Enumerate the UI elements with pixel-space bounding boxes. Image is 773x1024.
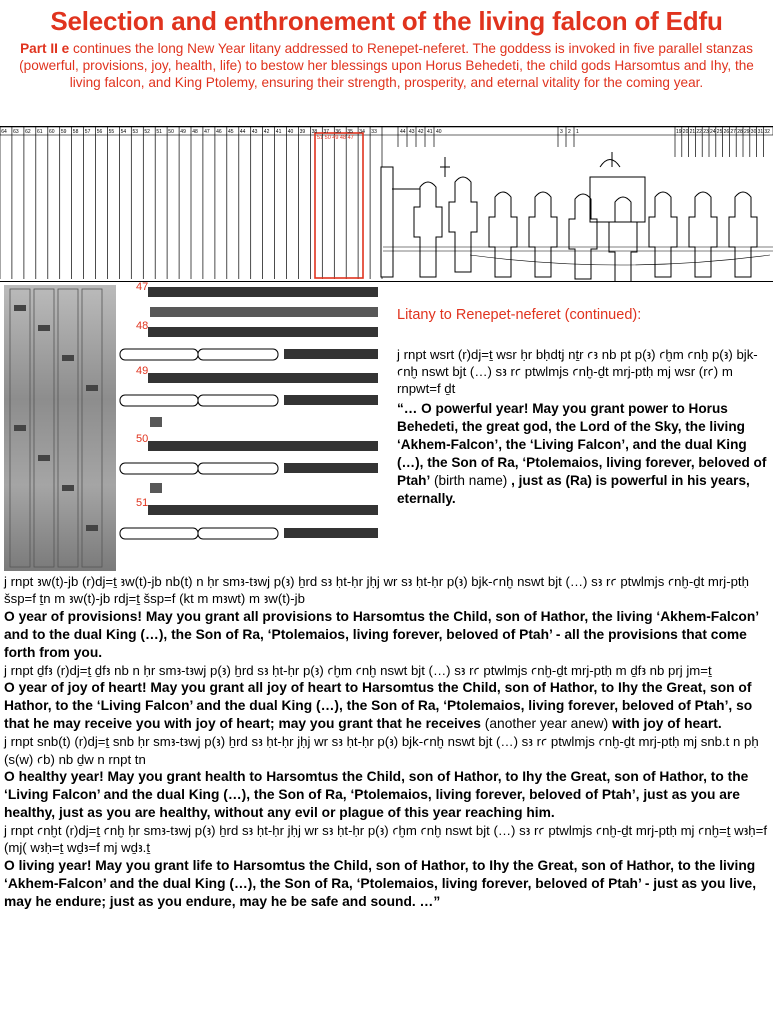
column-number: 27	[730, 129, 736, 135]
column-number: 1	[576, 129, 579, 135]
column-number: 40	[287, 129, 294, 135]
column-number: 42	[418, 129, 424, 135]
column-number: 58	[72, 129, 79, 135]
column-number: 22	[696, 129, 702, 135]
wall-strip-drawing	[0, 127, 773, 281]
column-number: 36	[335, 129, 341, 135]
stanza-5-translation: O living year! May you grant life to Harsomtus the Child, son of Hathor, to Ihy the Great, son of Hathor, to the living ‘Akhem-Falcon’ and the dual King (…), the Son of Ra, ‘Ptolemaios, living forever, beloved of Ptah’ - just as you live, may he endure; just as you endure, may he be safe and sound. …”	[4, 857, 757, 909]
column-number: 47	[204, 129, 210, 135]
stanza-3-translation-main: O year of joy of heart! May you grant all joy of heart to Harsomtus the Child, son of Hathor, to Ihy the Great, son of Hathor, to the ‘Living Falcon’ and the dual King (…), the Son of Ra, ‘Ptolemaios, living forever, beloved of Ptah’, so that he may receive you with joy of heart; may you grant that he receives	[4, 680, 753, 732]
column-number: 42	[263, 129, 270, 135]
stanza-4-translation: O healthy year! May you grant health to Harsomtus the Child, son of Hathor, to Ihy the Great, son of Hathor, to the ‘Living Falcon’ and the dual King (…), the Son of Ra, ‘Ptolemaios, living forever, beloved of Ptah’, just as you are healthy, just as you are healthy, without any evil or plague of this year reaching him.	[4, 769, 749, 821]
row-number-51: 51	[136, 497, 149, 509]
column-number: 25	[716, 129, 723, 135]
column-number: 46	[216, 129, 222, 135]
column-number: 32	[764, 129, 770, 135]
column-number: 49	[180, 129, 186, 135]
relief-photo	[4, 285, 116, 571]
column-number: 38	[311, 129, 318, 135]
column-number: 2	[568, 129, 571, 135]
column-number: 35	[347, 129, 353, 135]
column-number: 57	[84, 129, 91, 135]
column-number: 64	[1, 129, 7, 135]
stanza-1-translation-end: , just as (Ra) is powerful in his years, eternally.	[397, 472, 750, 506]
column-number: 23	[703, 129, 709, 135]
page-title: Selection and enthronement of the living falcon of Edfu	[50, 6, 723, 36]
stanza-2-transliteration: j rnpt ꜣw(t)-jb (r)dj=ṯ ꜣw(t)-jb nb(t) n ḥr smꜣ-tꜣwj p(ꜣ) ẖrd sꜣ ḥt-ḥr jḥj wr sꜣ ḥt-ḥr p(ꜣ) bjk-ꜥnḫ nswt bjt (…) sꜣ rꜥ ptwlmjs ꜥnḫ-ḏt mrj-ptḥ šsp=f ṯn m ꜣw(t)-jb rdj=ṯ šsp=f (kt m mꜣwt) m ꜣw(t)-jb	[4, 574, 749, 607]
stanzas-full-width	[4, 573, 770, 911]
column-number: 31	[757, 129, 764, 135]
column-number: 41	[275, 129, 282, 135]
column-number: 45	[228, 129, 234, 135]
stanza-3-translation	[4, 679, 770, 733]
column-number: 28	[737, 129, 743, 135]
column-number: 3	[560, 129, 563, 135]
column-number: 21	[689, 129, 696, 135]
column-number: 24	[710, 129, 716, 135]
stanza-3-note: (another year anew)	[480, 716, 613, 732]
column-number: 53	[132, 129, 139, 135]
column-number: 61	[37, 129, 43, 135]
highlight-numbers: 51 50 49 48 47	[317, 135, 354, 141]
column-number: 56	[96, 129, 103, 135]
column-number: 29	[744, 129, 750, 135]
stanza-1	[397, 346, 769, 508]
intro-lead: Part II e	[20, 41, 70, 56]
column-number: 62	[25, 129, 31, 135]
column-number: 50	[168, 129, 174, 135]
stanza-1-translation-main: “… O powerful year! May you grant power to Horus Behedeti, the great god, the Lord of the Sky, the living ‘Akhem-Falcon’, the ‘Living Falcon’, and the dual King (…), the Son of Ra, ‘Ptolemaios, living forever, beloved of Ptah’	[397, 400, 767, 488]
column-number: 19	[676, 129, 682, 135]
row-number-47: 47	[136, 281, 149, 293]
row-number-48: 48	[136, 320, 149, 332]
stanza-2-translation: O year of provisions! May you grant all provisions to Harsomtus the Child, son of Hathor, the living ‘Akhem-Falcon’ and to the dual King (…), the Son of Ra, ‘Ptolemaios, living forever, beloved of Ptah’ - all the provisions that come forth from you.	[4, 608, 759, 660]
stanza-3-translation-end: with joy of heart.	[612, 716, 722, 732]
stanza-1-note: (birth name)	[430, 472, 512, 488]
column-number: 48	[192, 129, 198, 135]
hieroglyph-rows	[118, 283, 388, 573]
hieroglyph-drawing	[118, 283, 388, 573]
intro-text: continues the long New Year litany addressed to Renepet-neferet. The goddess is invoked in five parallel stanzas (powerful, provisions, joy, health, life) to bestow her blessings upon Horus Behedeti, the child gods Harsomtus and Ihy, the living falcon, and King Ptolemy, ensuring their strength, prosperity, and eternal vitality for the coming year.	[19, 41, 754, 90]
column-number: 41	[427, 129, 433, 135]
wall-strip	[0, 126, 773, 282]
row-number-50: 50	[136, 433, 149, 445]
column-number: 51	[156, 129, 162, 135]
stanza-1-translation	[397, 400, 769, 508]
section-subtitle: Litany to Renepet-neferet (continued):	[397, 307, 642, 323]
column-number: 40	[436, 129, 442, 135]
column-number: 33	[371, 129, 377, 135]
column-number: 44	[239, 129, 246, 135]
column-number: 52	[144, 129, 150, 135]
column-number: 43	[251, 129, 258, 135]
column-number: 37	[323, 129, 330, 135]
column-number: 55	[108, 129, 115, 135]
column-number: 59	[60, 129, 67, 135]
column-number: 26	[723, 129, 730, 135]
column-number: 39	[299, 129, 306, 135]
stanza-5-transliteration: j rnpt ꜥnḫt (r)dj=ṯ ꜥnḫ ḥr smꜣ-tꜣwj p(ꜣ) ẖrd sꜣ ḥt-ḥr jḥj wr sꜣ ḥt-ḥr p(ꜣ) ꜥḫm ꜥnḫ nswt bjt (…) sꜣ rꜥ ptwlmjs ꜥnḫ-ḏt mrj-ptḥ mj ꜥnḫ=ṯ wꜣḥ=f (mj( wꜣḥ=ṯ wḏꜣ=f mj wḏꜣ.ṯ	[4, 823, 767, 856]
column-number: 44	[400, 129, 406, 135]
procession-figures	[381, 152, 773, 281]
stanza-4-transliteration: j rnpt snb(t) (r)dj=ṯ snb ḥr smꜣ-tꜣwj p(ꜣ) ẖrd sꜣ ḥt-ḥr jḥj wr sꜣ ḥt-ḥr p(ꜣ) bjk-ꜥnḫ nswt bjt (…) sꜣ rꜥ ptwlmjs ꜥnḫ-ḏt mrj-ptḥ mj snb.t n pḥ (s(w) ꜥb) nb ḏw n rnpt tn	[4, 734, 759, 767]
column-number: 34	[359, 129, 365, 135]
stanza-1-transliteration: j rnpt wsrt (r)dj=ṯ wsr ḥr bḥdtj nṯr ꜥꜣ nb pt p(ꜣ) ꜥḫm ꜥnḫ p(ꜣ) bjk-ꜥnḫ nswt bjt (…) sꜣ rꜥ ptwlmjs ꜥnḫ-ḏt mrj-ptḥ mj wsr (rꜥ) m rnpwt=f ḏt	[397, 347, 758, 397]
column-number: 63	[13, 129, 19, 135]
column-number: 60	[49, 129, 55, 135]
intro-paragraph	[6, 40, 767, 91]
stanza-3-transliteration: j rnpt ḏfꜣ (r)dj=ṯ ḏfꜣ nb n ḥr smꜣ-tꜣwj p(ꜣ) ẖrd sꜣ ḥt-ḥr p(ꜣ) ꜥḫm ꜥnḫ nswt bjt (…) sꜣ rꜥ ptwlmjs ꜥnḫ-ḏt mrj-ptḥ m ḏfꜣ nb prj jm=ṯ	[4, 662, 712, 678]
row-number-49: 49	[136, 365, 149, 377]
column-number: 43	[409, 129, 415, 135]
column-number: 30	[750, 129, 757, 135]
column-number: 20	[682, 129, 689, 135]
column-number: 54	[120, 129, 127, 135]
